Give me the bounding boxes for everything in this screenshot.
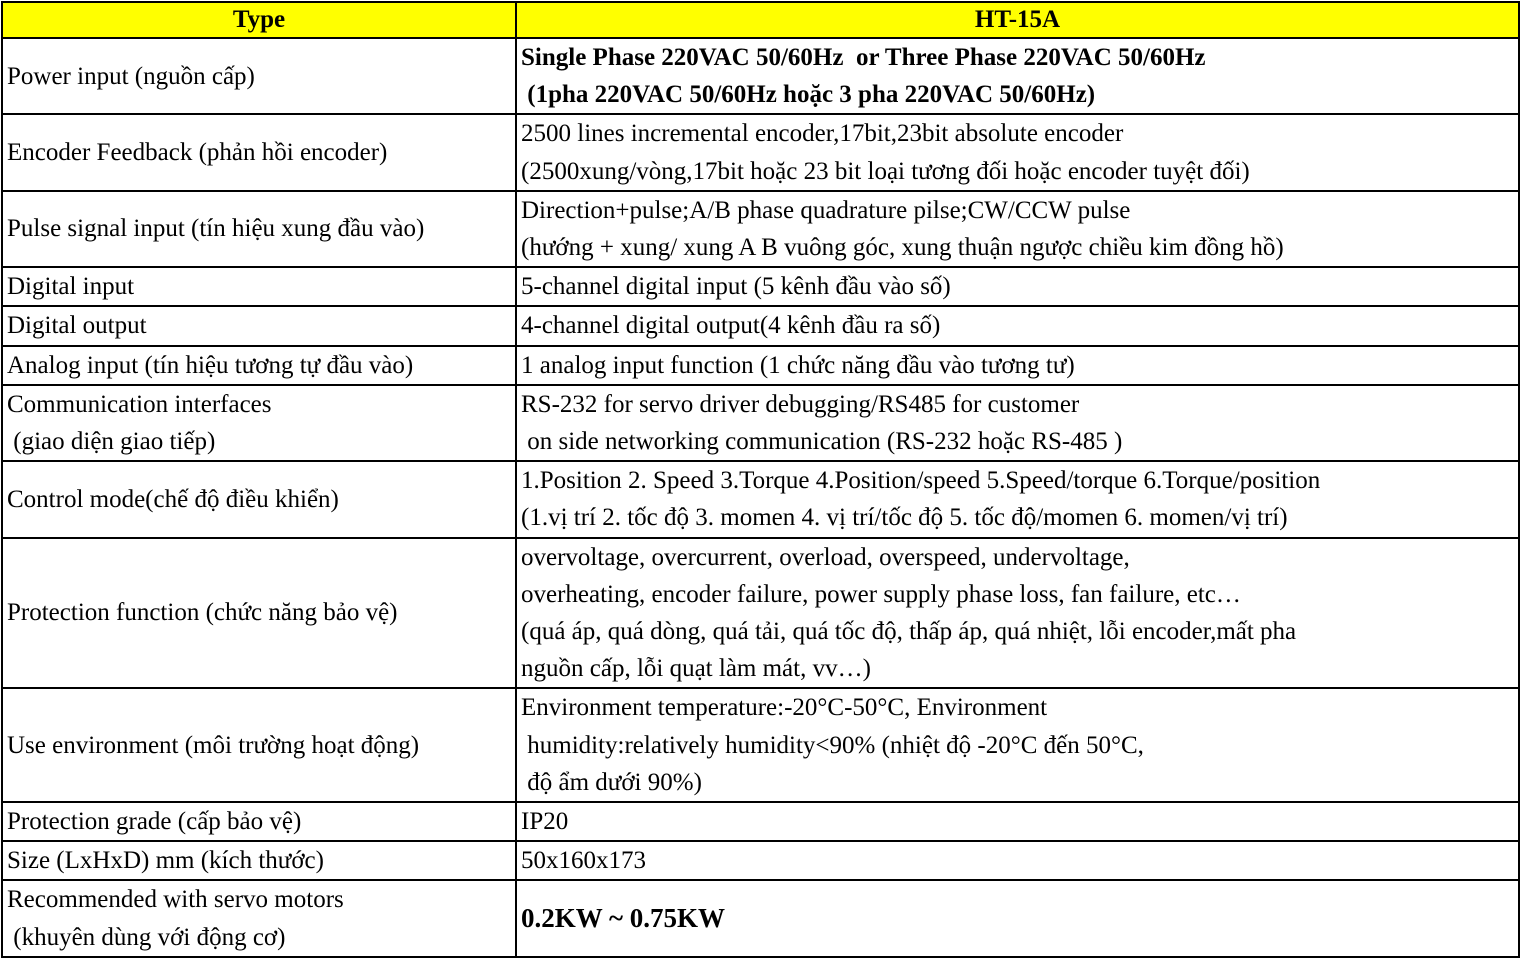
spec-value-line: overheating, encoder failure, power supply phase loss, fan failure, etc… (521, 580, 1241, 608)
spec-value-line: (2500xung/vòng,17bit hoặc 23 bit loại tương đối hoặc encoder tuyệt đối) (521, 157, 1250, 185)
spec-value-cell (516, 385, 1519, 461)
spec-value-line: 0.2KW ~ 0.75KW (521, 903, 726, 934)
spec-label-cell (2, 802, 516, 841)
spec-label-line: Protection function (chức năng bảo vệ) (7, 599, 398, 627)
spec-label-line: Protection grade (cấp bảo vệ) (7, 808, 302, 836)
spec-value-cell (516, 346, 1519, 385)
table-row (2, 346, 1519, 385)
spec-value-line: Direction+pulse;A/B phase quadrature pilse;CW/CCW pulse (521, 196, 1131, 224)
table-row (2, 880, 1519, 956)
spec-value-line: humidity:relatively humidity<90% (nhiệt độ -20°C đến 50°C, (521, 731, 1144, 759)
spec-label-line: Use environment (môi trường hoạt động) (7, 731, 420, 759)
header-type-cell: Type (2, 2, 516, 38)
spec-label-line: Recommended with servo motors (7, 886, 344, 914)
spec-label-line: Communication interfaces (7, 390, 272, 418)
spec-label-line: (khuyên dùng với động cơ) (7, 923, 286, 951)
spec-label-line: Digital input (7, 273, 135, 301)
spec-label-line: Analog input (tín hiệu tương tự đầu vào) (7, 351, 414, 379)
spec-label-line: (giao diện giao tiếp) (7, 428, 216, 456)
spec-label-cell (2, 346, 516, 385)
spec-value-line: overvoltage, overcurrent, overload, overspeed, undervoltage, (521, 543, 1130, 571)
spec-value-line: 2500 lines incremental encoder,17bit,23bit absolute encoder (521, 120, 1124, 148)
spec-label-line: Digital output (7, 312, 147, 340)
spec-value-line: 1 analog input function (1 chức năng đầu vào tương tư) (521, 351, 1075, 379)
spec-label-line: Power input (nguồn cấp) (7, 62, 255, 90)
spec-label-cell (2, 191, 516, 267)
spec-value-cell (516, 461, 1519, 537)
header-row (2, 2, 1519, 38)
spec-label-line: Pulse signal input (tín hiệu xung đầu vào) (7, 215, 425, 243)
table-row (2, 191, 1519, 267)
spec-value-line: (quá áp, quá dòng, quá tải, quá tốc độ, thấp áp, quá nhiệt, lỗi encoder,mất pha (521, 618, 1297, 646)
spec-value-line: on side networking communication (RS-232 hoặc RS-485 ) (521, 428, 1123, 456)
spec-value-line: 5-channel digital input (5 kênh đầu vào số) (521, 273, 951, 301)
spec-value-cell (516, 38, 1519, 114)
table-row (2, 538, 1519, 689)
spec-value-cell (516, 688, 1519, 802)
spec-label-cell (2, 461, 516, 537)
spec-label-cell (2, 385, 516, 461)
spec-label-cell (2, 267, 516, 306)
spec-value-cell (516, 191, 1519, 267)
spec-value-cell (516, 538, 1519, 689)
spec-value-cell (516, 306, 1519, 345)
spec-value-line: 4-channel digital output(4 kênh đầu ra số) (521, 312, 941, 340)
table-row (2, 461, 1519, 537)
spec-label-cell (2, 841, 516, 880)
spec-label-line: Control mode(chế độ điều khiển) (7, 485, 339, 513)
spec-value-cell (516, 114, 1519, 190)
spec-value-line: Environment temperature:-20°C-50°C, Environment (521, 694, 1048, 722)
spec-value-cell (516, 880, 1519, 956)
spec-label-line: Encoder Feedback (phản hồi encoder) (7, 139, 388, 166)
spec-value-line: Single Phase 220VAC 50/60Hz or Three Phase 220VAC 50/60Hz (521, 44, 1206, 71)
table-row (2, 385, 1519, 461)
table-row (2, 114, 1519, 190)
table-row (2, 802, 1519, 841)
spec-label-cell (2, 38, 516, 114)
spec-table (1, 1, 1520, 958)
spec-value-cell (516, 802, 1519, 841)
spec-value-cell (516, 841, 1519, 880)
spec-value-line: 50x160x173 (521, 847, 646, 875)
table-row (2, 688, 1519, 802)
spec-label-cell (2, 114, 516, 190)
spec-value-cell (516, 267, 1519, 306)
table-header (2, 2, 1519, 38)
spec-value-line: RS-232 for servo driver debugging/RS485 for customer (521, 390, 1080, 418)
spec-label-cell (2, 688, 516, 802)
table-row (2, 38, 1519, 114)
spec-label-cell (2, 306, 516, 345)
spec-label-cell (2, 880, 516, 956)
spec-value-line: IP20 (521, 808, 569, 836)
spec-value-line: (hướng + xung/ xung A B vuông góc, xung thuận ngược chiều kim đồng hồ) (521, 234, 1284, 262)
table-row (2, 306, 1519, 345)
spec-value-line: nguồn cấp, lỗi quạt làm mát, vv…) (521, 655, 871, 683)
header-model-cell: HT-15A (516, 2, 1519, 38)
table-row (2, 841, 1519, 880)
spec-value-line: (1.vị trí 2. tốc độ 3. momen 4. vị trí/tốc độ 5. tốc độ/momen 6. momen/vị trí) (521, 504, 1288, 532)
table-row (2, 267, 1519, 306)
spec-value-line: (1pha 220VAC 50/60Hz hoặc 3 pha 220VAC 50/60Hz) (521, 81, 1096, 109)
spec-value-line: 1.Position 2. Speed 3.Torque 4.Position/speed 5.Speed/torque 6.Torque/position (521, 467, 1321, 495)
spec-label-line: Size (LxHxD) mm (kích thước) (7, 847, 324, 875)
table-body (2, 38, 1519, 957)
spec-label-cell (2, 538, 516, 689)
spec-value-line: độ ẩm dưới 90%) (521, 768, 702, 796)
